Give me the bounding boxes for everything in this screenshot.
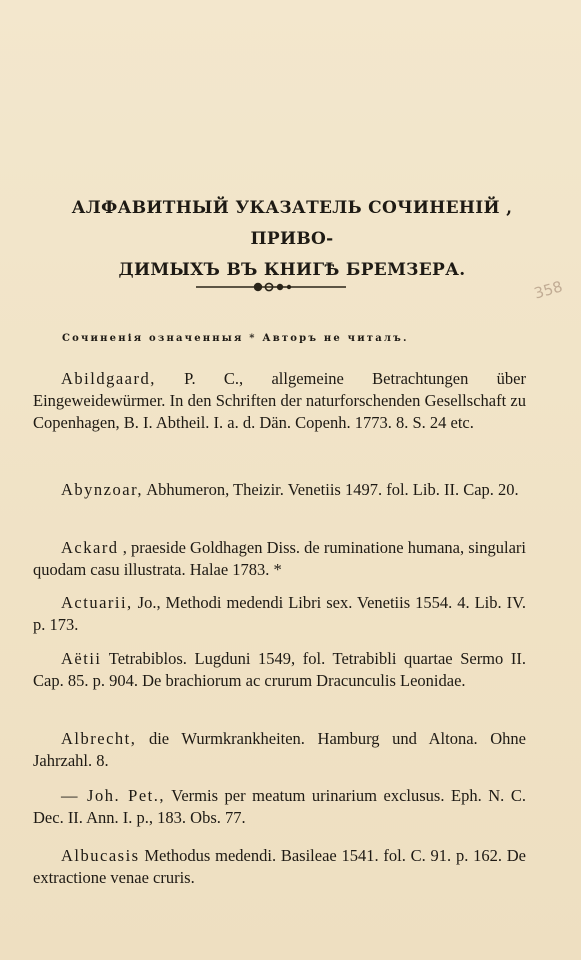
entry-text: , praeside Goldhagen Diss. de ruminatione humana, singulari quodam casu illustrata. Halae 1783. * [33, 538, 526, 579]
title-line-2: ДИМЫХЪ ВЪ КНИГѢ БРЕМЗЕРА. [118, 260, 466, 280]
entry-author: Albrecht, [61, 729, 137, 748]
title-line-1: АЛФАВИТНЫЙ УКАЗАТЕЛЬ СОЧИНЕНІЙ , ПРИВО- [71, 198, 513, 249]
entry-author: Albucasis [61, 846, 140, 865]
bibliography-entry [33, 592, 526, 636]
legend-note: Сочиненія означенныя * Авторъ не читалъ. [62, 333, 409, 344]
entry-text: Methodus medendi. Basileae 1541. fol. C. 91. p. 162. De extractione venae cruris. [33, 846, 526, 887]
entry-text: P. C., allgemeine Betrachtungen über Eingeweidewürmer. In den Schriften der naturforschenden Gesellschaft zu Copenhagen, B. I. Abtheil. I. a. d. Dän. Copenh. 1773. 8. S. 24 etc. [33, 369, 526, 432]
bibliography-entry [33, 728, 526, 772]
entry-author: Aëtii [61, 649, 102, 668]
entry-text: Jo., Methodi medendi Libri sex. Venetiis 1554. 4. Lib. IV. p. 173. [33, 593, 526, 634]
bibliography-entry [33, 368, 526, 434]
bibliography-entry [33, 648, 526, 692]
entry-text: Vermis per meatum urinarium exclusus. Eph. N. C. Dec. II. Ann. I. p., 183. Obs. 77. [33, 786, 526, 827]
bibliography-entry [33, 785, 526, 829]
entry-author: Abynzoar, [61, 480, 144, 499]
entry-text: Abhumeron, Theizir. Venetiis 1497. fol. Lib. II. Cap. 20. [143, 480, 519, 499]
bibliography-entry [33, 479, 526, 501]
entry-text: die Wurmkrankheiten. Hamburg und Altona. Ohne Jahrzahl. 8. [33, 729, 526, 770]
page-title [36, 193, 548, 286]
bibliography-entry [33, 845, 526, 889]
entry-author: Ackard [61, 538, 119, 557]
entry-author: Abildgaard, [61, 369, 156, 388]
bibliography-entry [33, 537, 526, 581]
pencil-annotation: 358 [532, 277, 565, 303]
entry-author: — Joh. Pet., [61, 786, 165, 805]
entry-text: Tetrabiblos. Lugduni 1549, fol. Tetrabibli quartae Sermo II. Cap. 85. p. 904. De brachiorum ac crurum Dracunculis Leonidae. [33, 649, 526, 690]
entry-author: Actuarii, [61, 593, 133, 612]
